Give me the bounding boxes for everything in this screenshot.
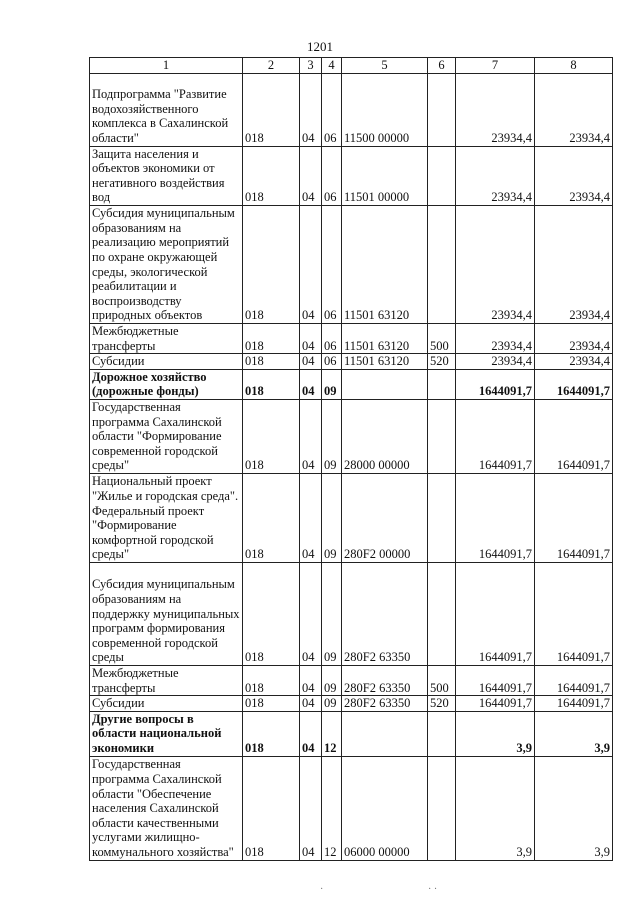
expense-type-cell: 520 (428, 354, 456, 370)
section-code-cell: 04 (300, 146, 322, 205)
section-code-cell: 04 (300, 205, 322, 323)
chapter-code-cell: 018 (243, 756, 300, 860)
amount-col8-cell: 23934,4 (535, 73, 613, 146)
amount-col8-cell: 1644091,7 (535, 665, 613, 695)
expense-type-cell: 500 (428, 323, 456, 353)
row-name-cell: Дорожное хозяйство (дорожные фонды) (90, 369, 243, 399)
table-row (90, 323, 613, 353)
column-header: 5 (342, 58, 428, 74)
table-row (90, 73, 613, 146)
scan-dot: · · (428, 884, 438, 895)
amount-col7-cell: 1644091,7 (456, 473, 535, 562)
table-row (90, 696, 613, 712)
target-article-cell: 11501 63120 (342, 354, 428, 370)
target-article-cell: 280F2 63350 (342, 696, 428, 712)
chapter-code-cell: 018 (243, 146, 300, 205)
chapter-code-cell: 018 (243, 73, 300, 146)
row-name-cell: Государственная программа Сахалинской области "Формирование современной городской среды" (90, 399, 243, 473)
subsection-code-cell: 12 (322, 711, 342, 756)
amount-col7-cell: 3,9 (456, 756, 535, 860)
scan-dot: · (320, 884, 324, 895)
amount-col7-cell: 1644091,7 (456, 562, 535, 665)
expense-type-cell (428, 711, 456, 756)
table-row (90, 665, 613, 695)
expense-type-cell (428, 399, 456, 473)
section-code-cell: 04 (300, 369, 322, 399)
amount-col8-cell: 23934,4 (535, 354, 613, 370)
subsection-code-cell: 09 (322, 562, 342, 665)
row-name-cell: Защита населения и объектов экономики от негативного воздействия вод (90, 146, 243, 205)
expense-type-cell: 520 (428, 696, 456, 712)
chapter-code-cell: 018 (243, 354, 300, 370)
amount-col8-cell: 3,9 (535, 711, 613, 756)
amount-col7-cell: 23934,4 (456, 354, 535, 370)
amount-col8-cell: 1644091,7 (535, 369, 613, 399)
expense-type-cell (428, 146, 456, 205)
expense-type-cell (428, 73, 456, 146)
target-article-cell: 280F2 63350 (342, 665, 428, 695)
row-name-cell: Подпрограмма "Развитие водохозяйственного комплекса в Сахалинской области" (90, 73, 243, 146)
table-row (90, 711, 613, 756)
amount-col7-cell: 23934,4 (456, 323, 535, 353)
section-code-cell: 04 (300, 323, 322, 353)
row-name-cell: Субсидии (90, 696, 243, 712)
expense-type-cell (428, 562, 456, 665)
amount-col8-cell: 23934,4 (535, 146, 613, 205)
section-code-cell: 04 (300, 73, 322, 146)
section-code-cell: 04 (300, 756, 322, 860)
chapter-code-cell: 018 (243, 205, 300, 323)
table-row (90, 354, 613, 370)
budget-table (89, 57, 613, 861)
row-name-cell: Субсидии (90, 354, 243, 370)
amount-col7-cell: 1644091,7 (456, 696, 535, 712)
subsection-code-cell: 09 (322, 399, 342, 473)
table-row (90, 369, 613, 399)
amount-col7-cell: 1644091,7 (456, 665, 535, 695)
target-article-cell: 06000 00000 (342, 756, 428, 860)
target-article-cell (342, 711, 428, 756)
amount-col7-cell: 23934,4 (456, 146, 535, 205)
amount-col8-cell: 23934,4 (535, 205, 613, 323)
chapter-code-cell: 018 (243, 369, 300, 399)
page-number: 1201 (307, 39, 333, 54)
row-name-cell: Государственная программа Сахалинской области "Обеспечение населения Сахалинской области качественными услугами жилищно-коммунального хозяйства" (90, 756, 243, 860)
table-row (90, 205, 613, 323)
subsection-code-cell: 09 (322, 696, 342, 712)
section-code-cell: 04 (300, 711, 322, 756)
chapter-code-cell: 018 (243, 562, 300, 665)
subsection-code-cell: 06 (322, 323, 342, 353)
section-code-cell: 04 (300, 696, 322, 712)
table-row (90, 399, 613, 473)
chapter-code-cell: 018 (243, 711, 300, 756)
section-code-cell: 04 (300, 354, 322, 370)
column-header: 3 (300, 58, 322, 74)
target-article-cell: 28000 00000 (342, 399, 428, 473)
table-row (90, 146, 613, 205)
column-header: 4 (322, 58, 342, 74)
subsection-code-cell: 06 (322, 205, 342, 323)
subsection-code-cell: 06 (322, 146, 342, 205)
column-header: 8 (535, 58, 613, 74)
row-name-cell: Другие вопросы в области национальной экономики (90, 711, 243, 756)
amount-col7-cell: 3,9 (456, 711, 535, 756)
amount-col7-cell: 23934,4 (456, 205, 535, 323)
target-article-cell: 280F2 63350 (342, 562, 428, 665)
subsection-code-cell: 09 (322, 665, 342, 695)
subsection-code-cell: 06 (322, 73, 342, 146)
expense-type-cell (428, 473, 456, 562)
subsection-code-cell: 06 (322, 354, 342, 370)
section-code-cell: 04 (300, 665, 322, 695)
column-header: 1 (90, 58, 243, 74)
target-article-cell: 11501 00000 (342, 146, 428, 205)
amount-col8-cell: 3,9 (535, 756, 613, 860)
column-header: 7 (456, 58, 535, 74)
target-article-cell (342, 369, 428, 399)
chapter-code-cell: 018 (243, 665, 300, 695)
subsection-code-cell: 12 (322, 756, 342, 860)
chapter-code-cell: 018 (243, 696, 300, 712)
target-article-cell: 11501 63120 (342, 205, 428, 323)
column-number-row (90, 58, 613, 74)
chapter-code-cell: 018 (243, 399, 300, 473)
section-code-cell: 04 (300, 562, 322, 665)
expense-type-cell (428, 369, 456, 399)
subsection-code-cell: 09 (322, 473, 342, 562)
section-code-cell: 04 (300, 399, 322, 473)
amount-col7-cell: 1644091,7 (456, 369, 535, 399)
table-row (90, 562, 613, 665)
expense-type-cell (428, 205, 456, 323)
table-row (90, 756, 613, 860)
column-header: 2 (243, 58, 300, 74)
table-row (90, 473, 613, 562)
amount-col8-cell: 1644091,7 (535, 696, 613, 712)
row-name-cell: Межбюджетные трансферты (90, 665, 243, 695)
amount-col8-cell: 23934,4 (535, 323, 613, 353)
row-name-cell: Субсидия муниципальным образованиям на реализацию мероприятий по охране окружающей среды, экологической реабилитации и воспроизводству природных объектов (90, 205, 243, 323)
expense-type-cell: 500 (428, 665, 456, 695)
chapter-code-cell: 018 (243, 323, 300, 353)
amount-col7-cell: 1644091,7 (456, 399, 535, 473)
amount-col7-cell: 23934,4 (456, 73, 535, 146)
section-code-cell: 04 (300, 473, 322, 562)
target-article-cell: 280F2 00000 (342, 473, 428, 562)
row-name-cell: Межбюджетные трансферты (90, 323, 243, 353)
amount-col8-cell: 1644091,7 (535, 399, 613, 473)
amount-col8-cell: 1644091,7 (535, 562, 613, 665)
expense-type-cell (428, 756, 456, 860)
row-name-cell: Национальный проект "Жилье и городская среда". Федеральный проект "Формирование комфортной городской среды" (90, 473, 243, 562)
subsection-code-cell: 09 (322, 369, 342, 399)
target-article-cell: 11500 00000 (342, 73, 428, 146)
row-name-cell: Субсидия муниципальным образованиям на поддержку муниципальных программ формирования современной городской среды (90, 562, 243, 665)
amount-col8-cell: 1644091,7 (535, 473, 613, 562)
column-header: 6 (428, 58, 456, 74)
target-article-cell: 11501 63120 (342, 323, 428, 353)
chapter-code-cell: 018 (243, 473, 300, 562)
